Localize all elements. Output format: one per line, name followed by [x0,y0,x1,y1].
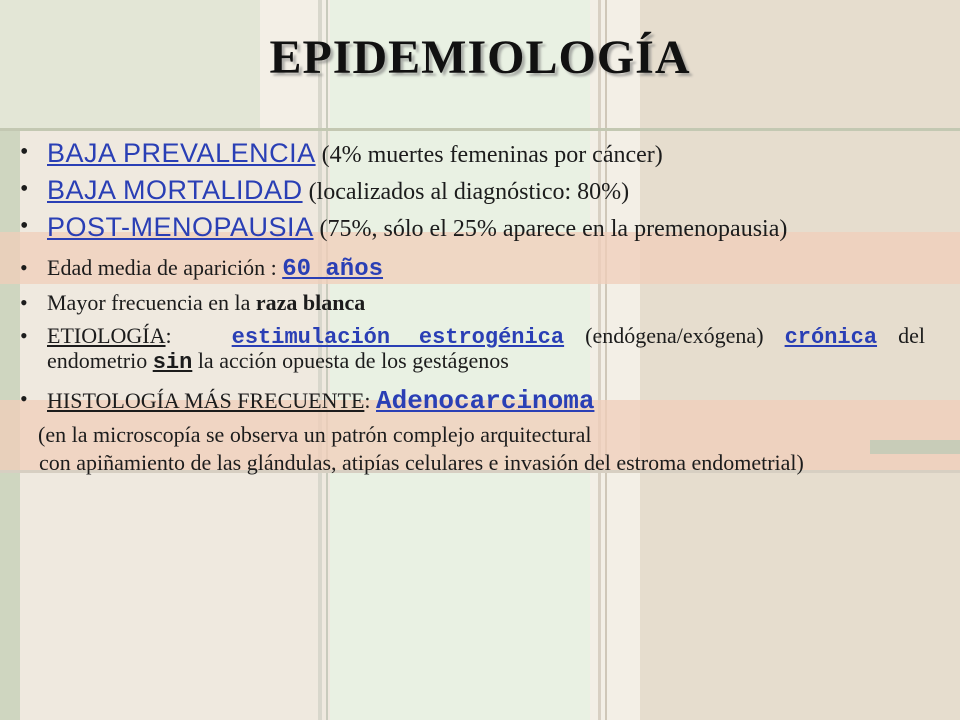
bullet-icon: • [20,176,29,202]
bullet-icon: • [20,386,28,412]
etiologia-mid: del endometrio [47,323,925,374]
slide-content [20,140,925,480]
detail-postmenopausia: (75%, sólo el 25% aparece en la premenopausia) [313,216,788,242]
etiologia-sin: sin [152,350,193,376]
histologia-colon: : [364,388,377,414]
keyword-prevalencia: BAJA PREVALENCIA [47,138,316,168]
edad-label: Edad media de aparición : [47,255,283,280]
histologia-value: Adenocarcinoma [376,386,595,417]
raza-value: raza blanca [255,290,366,315]
edad-value: 60 años [282,256,384,283]
background-stripe [0,128,960,131]
detail-mortalidad: (localizados al diagnóstico: 80%) [302,179,630,205]
note-microscopia: (en la microscopía se observa un patrón complejo arquitectural [38,422,592,448]
raza-label: Mayor frecuencia en la [47,290,256,315]
slide-title: EPIDEMIOLOGÍA [269,31,691,84]
bullet-postmenopausia [20,214,925,241]
bullet-icon: • [20,323,28,348]
bullet-raza [20,292,925,314]
bullet-prevalencia [20,140,925,167]
bullet-edad [20,257,925,282]
histologia-label: HISTOLOGÍA MÁS FRECUENTE [47,388,365,414]
bullet-histologia [20,386,925,417]
detail-prevalencia: (4% muertes femeninas por cáncer) [315,142,663,168]
bullet-icon: • [20,290,28,315]
etiologia-label: ETIOLOGÍA [47,323,166,348]
bullet-etiologia [20,324,925,374]
keyword-mortalidad: BAJA MORTALIDAD [47,175,303,205]
etiologia-paren: (endógena/exógena) [564,323,785,348]
bullet-icon: • [20,139,29,165]
note-apinamiento: con apiñamiento de las glándulas, atipías celulares e invasión del estroma endometrial) [39,450,804,476]
etiologia-link-estimulacion: estimulación estrogénica [231,325,565,350]
bullet-mortalidad [20,177,925,204]
etiologia-colon: : [165,323,172,348]
bullet-icon: • [20,213,29,239]
etiologia-link-cronica: crónica [784,325,878,350]
keyword-postmenopausia: POST-MENOPAUSIA [47,212,314,242]
bullet-icon: • [20,255,28,280]
etiologia-end: la acción opuesta de los gestágenos [192,348,509,374]
